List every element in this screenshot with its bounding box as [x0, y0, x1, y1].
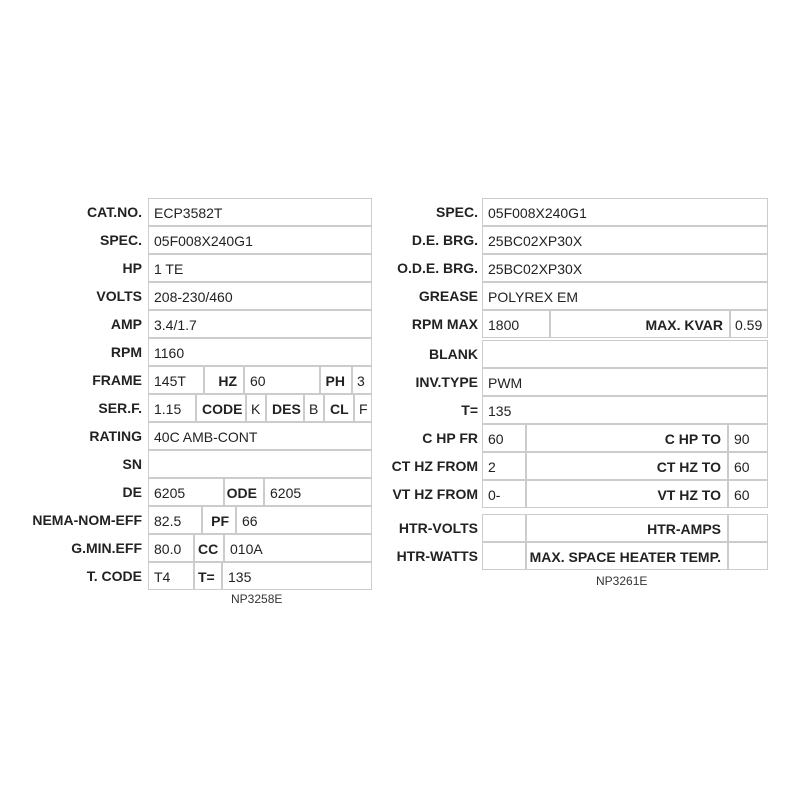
hp-value: 1 TE — [148, 254, 372, 282]
amp-value: 3.4/1.7 — [148, 310, 372, 338]
heater-temp-label: MAX. SPACE HEATER TEMP. — [526, 542, 728, 570]
htr-volts-value — [482, 514, 526, 542]
cc-label: CC — [194, 534, 224, 562]
hp-label: HP — [122, 260, 142, 276]
de-label: DE — [122, 484, 142, 500]
vthz-to-value: 60 — [728, 480, 768, 508]
rating-value: 40C AMB-CONT — [148, 422, 372, 450]
kvar-value: 0.59 — [730, 310, 768, 338]
amp-label: AMP — [110, 316, 142, 332]
nema-label: NEMA-NOM-EFF — [32, 512, 142, 528]
r-t-label: T= — [461, 402, 478, 418]
rpm-label: RPM — [110, 344, 142, 360]
cl-value: F — [354, 394, 372, 422]
spec-value: 05F008X240G1 — [148, 226, 372, 254]
code-label: CODE — [196, 394, 246, 422]
grease-value: POLYREX EM — [482, 282, 768, 310]
des-label: DES — [266, 394, 304, 422]
cthz-label: CT HZ FROM — [391, 458, 478, 474]
frame-label: FRAME — [92, 372, 142, 388]
cat-no-label: CAT.NO. — [87, 204, 142, 220]
de-brg-value: 25BC02XP30X — [482, 226, 768, 254]
hz-label: HZ — [204, 366, 244, 394]
kvar-label: MAX. KVAR — [550, 310, 730, 338]
htr-volts-label: HTR-VOLTS — [398, 520, 478, 536]
rpm-max-label: RPM MAX — [411, 316, 478, 332]
ph-label: PH — [320, 366, 352, 394]
cl-label: CL — [324, 394, 354, 422]
ode-brg-value: 25BC02XP30X — [482, 254, 768, 282]
vthz-value: 0- — [482, 480, 526, 508]
tcode-label: T. CODE — [86, 568, 142, 584]
inv-type-label: INV.TYPE — [415, 374, 478, 390]
cc-value: 010A — [224, 534, 372, 562]
cthz-to-label: CT HZ TO — [526, 452, 728, 480]
right-plate-id: NP3261E — [596, 574, 648, 588]
vthz-label: VT HZ FROM — [392, 486, 478, 502]
rpm-value: 1160 — [148, 338, 372, 366]
ode-label: ODE — [224, 478, 264, 506]
volts-value: 208-230/460 — [148, 282, 372, 310]
sn-label: SN — [122, 456, 142, 472]
volts-label: VOLTS — [96, 288, 142, 304]
hz-value: 60 — [244, 366, 320, 394]
t-value: 135 — [222, 562, 372, 590]
grease-label: GREASE — [418, 288, 478, 304]
chp-value: 60 — [482, 424, 526, 452]
serf-value: 1.15 — [148, 394, 196, 422]
cthz-to-value: 60 — [728, 452, 768, 480]
r-t-value: 135 — [482, 396, 768, 424]
heater-temp-value — [728, 542, 768, 570]
left-nameplate — [0, 198, 380, 618]
r-spec-label: SPEC. — [435, 204, 478, 220]
htr-watts-value — [482, 542, 526, 570]
htr-watts-label: HTR-WATTS — [396, 548, 478, 564]
chp-to-label: C HP TO — [526, 424, 728, 452]
chp-label: C HP FR — [422, 430, 478, 446]
nema-value: 82.5 — [148, 506, 202, 534]
spec-label: SPEC. — [99, 232, 142, 248]
inv-type-value: PWM — [482, 368, 768, 396]
ode-brg-label: O.D.E. BRG. — [397, 260, 478, 276]
de-brg-label: D.E. BRG. — [411, 232, 478, 248]
cthz-value: 2 — [482, 452, 526, 480]
htr-amps-value — [728, 514, 768, 542]
sn-value — [148, 450, 372, 478]
gmin-value: 80.0 — [148, 534, 194, 562]
r-spec-value: 05F008X240G1 — [482, 198, 768, 226]
pf-label: PF — [202, 506, 236, 534]
serf-label: SER.F. — [98, 400, 142, 416]
blank-label: BLANK — [429, 346, 478, 362]
gmin-label: G.MIN.EFF — [71, 540, 142, 556]
frame-value: 145T — [148, 366, 204, 394]
chp-to-value: 90 — [728, 424, 768, 452]
rpm-max-value: 1800 — [482, 310, 550, 338]
de-value: 6205 — [148, 478, 224, 506]
pf-value: 66 — [236, 506, 372, 534]
htr-amps-label: HTR-AMPS — [526, 514, 728, 542]
vthz-to-label: VT HZ TO — [526, 480, 728, 508]
ode-value: 6205 — [264, 478, 372, 506]
blank-value — [482, 340, 768, 368]
t-label: T= — [194, 562, 222, 590]
rating-label: RATING — [89, 428, 142, 444]
code-value: K — [246, 394, 266, 422]
cat-no-value: ECP3582T — [148, 198, 372, 226]
ph-value: 3 — [352, 366, 372, 394]
tcode-value: T4 — [148, 562, 194, 590]
right-nameplate — [380, 198, 800, 598]
left-plate-id: NP3258E — [231, 592, 283, 606]
des-value: B — [304, 394, 324, 422]
